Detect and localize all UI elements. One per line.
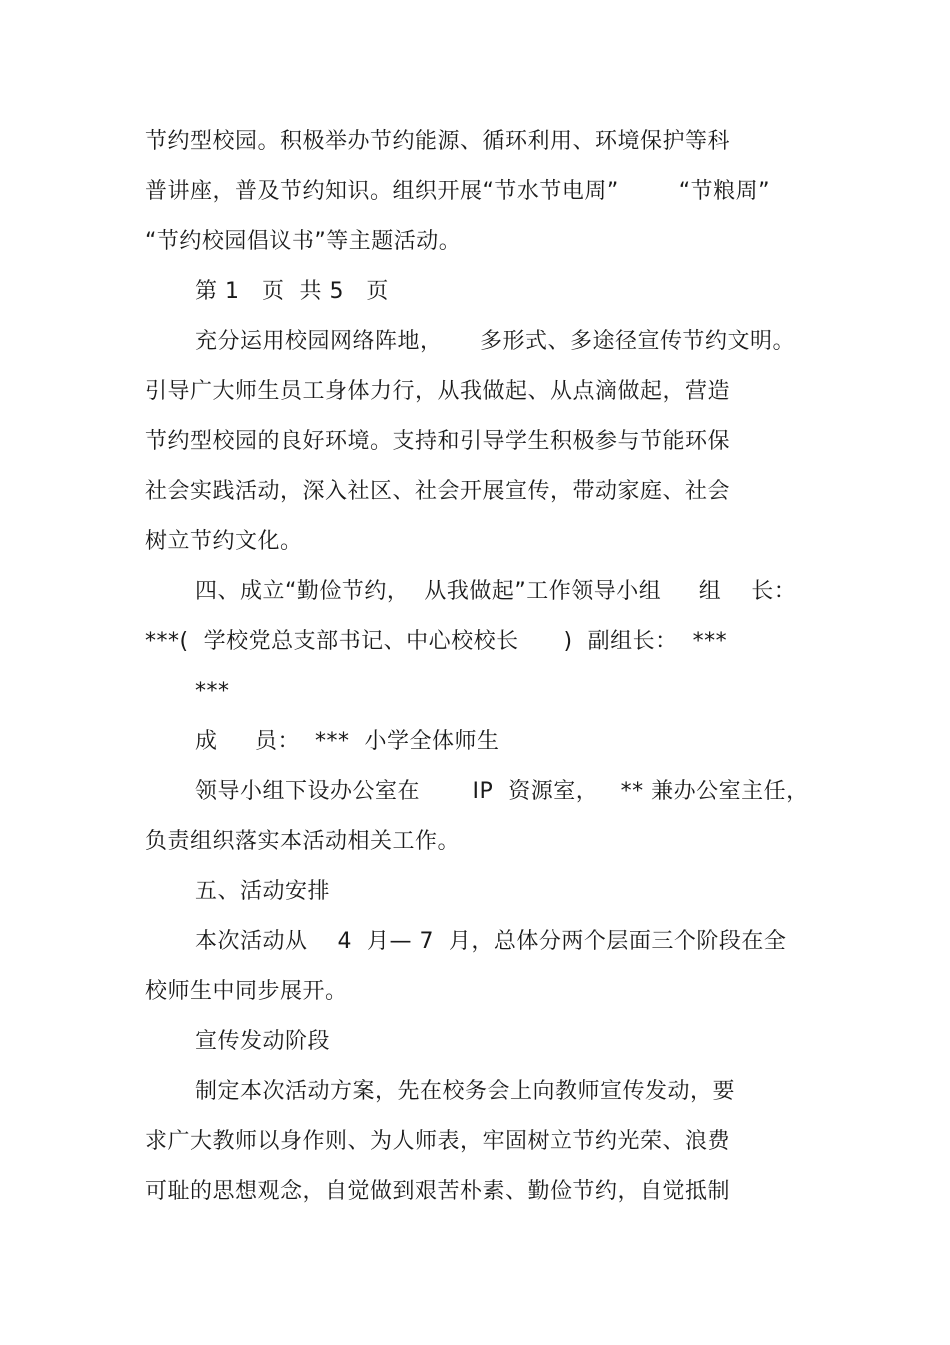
text-line: 领导小组下设办公室在 IP 资源室， ** 兼办公室主任，	[195, 779, 809, 804]
page-number: 第 1 页 共 5 页	[195, 279, 389, 304]
text-line: 本次活动从 4 月— 7 月，总体分两个层面三个阶段在全	[195, 929, 787, 954]
text-line: 节约型校园。积极举办节约能源、循环利用、环境保护等科	[145, 129, 731, 154]
text-line: 节约型校园的良好环境。支持和引导学生积极参与节能环保	[145, 429, 731, 454]
text-line: 树立节约文化。	[145, 529, 303, 554]
section-heading: 四、成立“勤俭节约， 从我做起”工作领导小组 组 长：	[195, 579, 797, 604]
text-line: 社会实践活动，深入社区、社会开展宣传，带动家庭、社会	[145, 479, 731, 504]
section-heading: 五、活动安排	[195, 879, 331, 904]
text-line: ***	[195, 679, 230, 704]
text-line: 普讲座，普及节约知识。组织开展“节水节电周” “节粮周”	[145, 179, 771, 204]
text-line: 求广大教师以身作则、为人师表，牢固树立节约光荣、浪费	[145, 1129, 731, 1154]
text-line: “节约校园倡议书”等主题活动。	[145, 229, 462, 254]
text-line: ***( 学校党总支部书记、中心校校长 ) 副组长： ***	[145, 629, 728, 654]
text-line: 可耻的思想观念，自觉做到艰苦朴素、勤俭节约，自觉抵制	[145, 1179, 731, 1204]
text-line: 成 员： *** 小学全体师生	[195, 729, 500, 754]
text-line: 充分运用校园网络阵地， 多形式、多途径宣传节约文明。	[195, 329, 795, 354]
text-line: 引导广大师生员工身体力行，从我做起、从点滴做起，营造	[145, 379, 731, 404]
text-line: 校师生中同步展开。	[145, 979, 348, 1004]
text-line: 制定本次活动方案，先在校务会上向教师宣传发动，要	[195, 1079, 736, 1104]
text-line: 负责组织落实本活动相关工作。	[145, 829, 461, 854]
subsection-heading: 宣传发动阶段	[195, 1029, 331, 1054]
